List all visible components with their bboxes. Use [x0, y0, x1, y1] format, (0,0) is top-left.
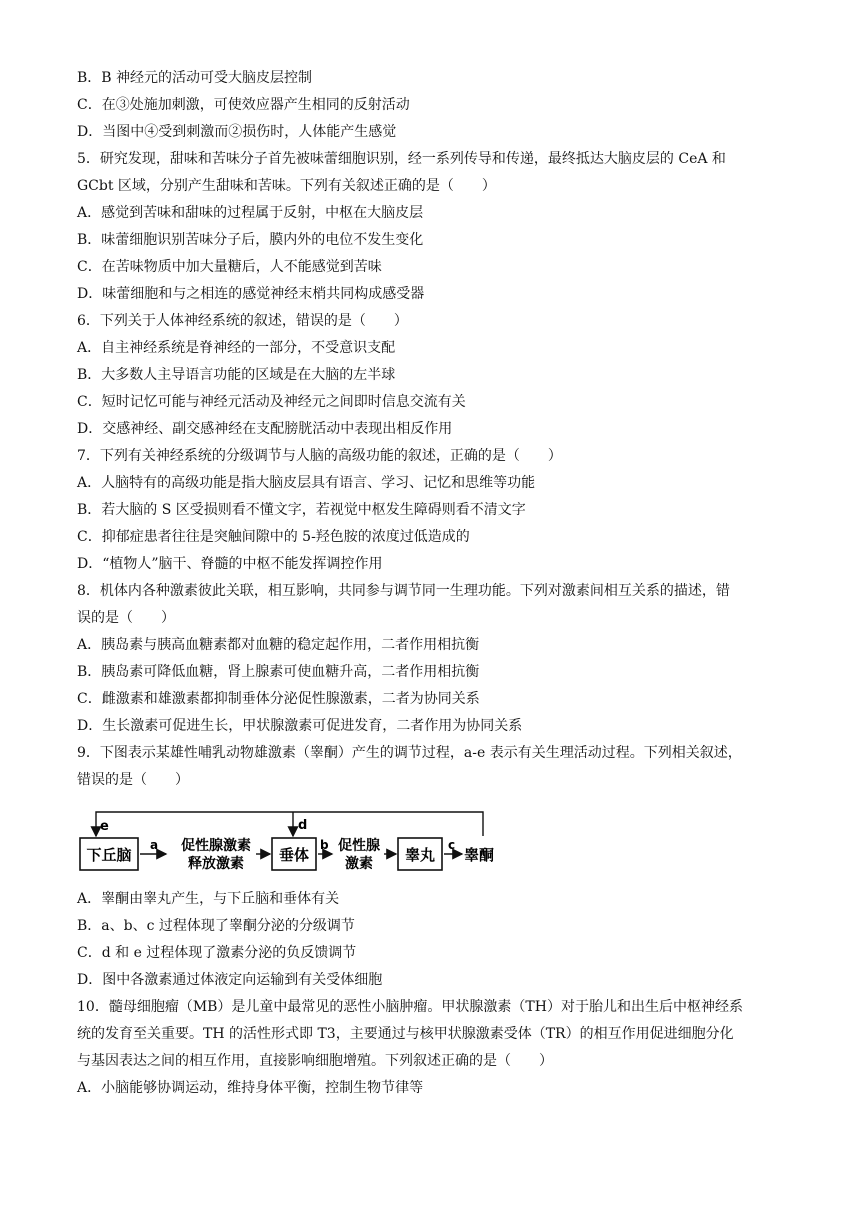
option-c: C．d 和 e 过程体现了激素分泌的负反馈调节: [77, 945, 357, 961]
text-line: D．当图中④受到刺激而②损伤时，人体能产生感觉: [77, 124, 397, 140]
option-b: B．若大脑的 S 区受损则看不懂文字，若视觉中枢发生障碍则看不清文字: [77, 502, 526, 518]
question-8-stem: 8．机体内各种激素彼此关联，相互影响，共同参与调节同一生理功能。下列对激素间相互关系的描述，错: [77, 583, 730, 599]
question-6-stem: 6．下列关于人体神经系统的叙述，错误的是（ ）: [77, 313, 408, 329]
option-a: A．自主神经系统是脊神经的一部分，不受意识支配: [77, 340, 396, 356]
pituitary-label: 垂体: [278, 846, 310, 864]
gnrh-label-1: 促性腺激素: [181, 838, 251, 854]
option-d: D．“植物人”脑干、脊髓的中枢不能发挥调控作用: [77, 556, 383, 572]
question-10-stem-cont: 与基因表达之间的相互作用，直接影响细胞增殖。下列叙述正确的是（ ）: [77, 1053, 553, 1069]
question-5-stem: 5．研究发现，甜味和苦味分子首先被味蕾细胞识别，经一系列传导和传递，最终抵达大脑皮层的 CeA 和: [77, 151, 726, 167]
question-8-stem-cont: 误的是（ ）: [77, 610, 175, 626]
question-9-stem-cont: 错误的是（ ）: [77, 772, 189, 788]
feedback-arrow-e: [96, 812, 483, 836]
option-d: D．交感神经、副交感神经在支配膀胱活动中表现出相反作用: [77, 421, 453, 437]
hypothalamus-label: 下丘脑: [86, 846, 132, 864]
option-c: C．短时记忆可能与神经元活动及神经元之间即时信息交流有关: [77, 394, 466, 410]
option-d: D．图中各激素通过体液定向运输到有关受体细胞: [77, 972, 383, 988]
label-d: d: [298, 818, 308, 833]
option-b: B．大多数人主导语言功能的区域是在大脑的左半球: [77, 367, 396, 383]
option-b: B．味蕾细胞识别苦味分子后，膜内外的电位不发生变化: [77, 232, 424, 248]
option-b: B．a、b、c 过程体现了睾酮分泌的分级调节: [77, 918, 355, 934]
testosterone-label: 睾酮: [464, 846, 495, 864]
text-line: B．B 神经元的活动可受大脑皮层控制: [77, 70, 313, 86]
gth-label-2: 激素: [345, 856, 373, 872]
question-7-stem: 7．下列有关神经系统的分级调节与人脑的高级功能的叙述，正确的是（ ）: [77, 448, 562, 464]
question-10-stem-cont: 统的发育至关重要。TH 的活性形式即 T3，主要通过与核甲状腺激素受体（TR）的相互作用促进细胞分化: [77, 1026, 734, 1042]
option-a: A．睾酮由睾丸产生，与下丘脑和垂体有关: [77, 891, 340, 907]
gth-label-1: 促性腺: [338, 838, 380, 854]
option-a: A．胰岛素与胰高血糖素都对血糖的稳定起作用，二者作用相抗衡: [77, 637, 480, 653]
label-a: a: [150, 838, 159, 852]
option-a: A．人脑特有的高级功能是指大脑皮层具有语言、学习、记忆和思维等功能: [77, 475, 536, 491]
option-b: B．胰岛素可降低血糖，肾上腺素可使血糖升高，二者作用相抗衡: [77, 664, 480, 680]
question-10-stem: 10．髓母细胞瘤（MB）是儿童中最常见的恶性小脑肿瘤。甲状腺激素（TH）对于胎儿和出生后中枢神经系: [77, 999, 743, 1015]
option-a: A．感觉到苦味和甜味的过程属于反射，中枢在大脑皮层: [77, 205, 424, 221]
question-5-stem-cont: GCbt 区域，分别产生甜味和苦味。下列有关叙述正确的是（ ）: [77, 178, 496, 194]
testis-label: 睾丸: [404, 846, 436, 864]
label-b: b: [320, 838, 329, 852]
question-9-stem: 9．下图表示某雄性哺乳动物雄激素（睾酮）产生的调节过程，a-e 表示有关生理活动过程。下列相关叙述，: [77, 745, 742, 761]
option-d: D．生长激素可促进生长，甲状腺激素可促进发育，二者作用为协同关系: [77, 718, 523, 734]
option-c: C．在苦味物质中加大量糖后，人不能感觉到苦味: [77, 259, 382, 275]
hormone-regulation-diagram: [78, 806, 498, 878]
label-c: c: [448, 838, 456, 852]
option-a: A．小脑能够协调运动，维持身体平衡，控制生物节律等: [77, 1080, 424, 1096]
text-line: C．在③处施加刺激，可使效应器产生相同的反射活动: [77, 97, 410, 113]
label-e: e: [100, 819, 109, 834]
option-d: D．味蕾细胞和与之相连的感觉神经末梢共同构成感受器: [77, 286, 425, 302]
option-c: C．抑郁症患者往往是突触间隙中的 5-羟色胺的浓度过低造成的: [77, 529, 470, 545]
option-c: C．雌激素和雄激素都抑制垂体分泌促性腺激素，二者为协同关系: [77, 691, 480, 707]
gnrh-label-2: 释放激素: [188, 856, 244, 872]
